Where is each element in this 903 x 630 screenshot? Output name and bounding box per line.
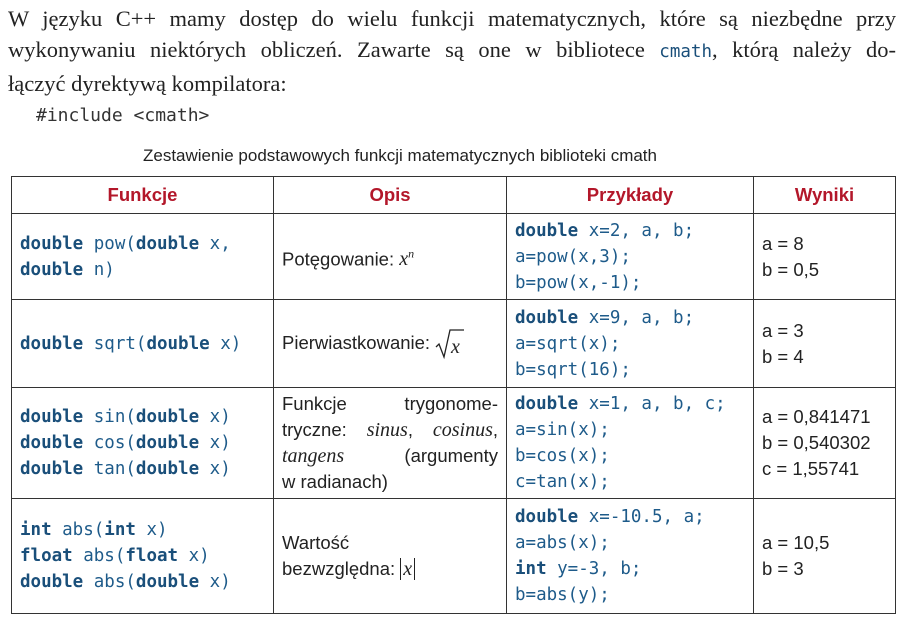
keyword: double (20, 233, 84, 254)
code-line (20, 517, 265, 543)
intro-line-2 (8, 34, 896, 68)
header-examples: Przykłady (507, 177, 754, 214)
code-line: b=pow(x,-1); (515, 272, 642, 293)
header-description: Opis (274, 177, 507, 214)
result-line: c = 1,55741 (762, 458, 860, 479)
term-cosinus: cosinus (432, 419, 493, 441)
keyword: double (20, 407, 84, 427)
code-line: b=cos(x); (515, 446, 610, 466)
result-line: a = 10,5 (762, 532, 830, 553)
math-functions-table (11, 176, 896, 614)
code-line (515, 305, 745, 331)
results (754, 499, 896, 614)
code-text: x=9, a, b; (578, 307, 695, 328)
code-text: x) (135, 520, 168, 540)
intro-paragraph (8, 3, 896, 99)
function-signature (12, 300, 274, 388)
description-text: , (407, 419, 433, 440)
code-text: sqrt( (83, 333, 147, 354)
intro-line-2-end: , którą należy do- (711, 37, 896, 62)
keyword: double (515, 307, 579, 328)
header-results: Wyniki (754, 177, 896, 214)
description-line (282, 556, 498, 582)
description-line (282, 417, 498, 443)
intro-inline-code: cmath (659, 42, 712, 62)
code-text: abs( (83, 572, 136, 592)
example-code (507, 388, 754, 499)
table-row-abs (12, 499, 896, 614)
function-description (274, 214, 507, 300)
code-text: sin( (83, 407, 136, 427)
description-line: Wartość (282, 532, 350, 553)
term-sinus: sinus (366, 419, 408, 441)
code-line (515, 556, 745, 582)
code-line: b=sqrt(16); (515, 359, 631, 380)
function-description (274, 388, 507, 499)
table-row-trig (12, 388, 896, 499)
code-line (20, 257, 265, 283)
table-caption: Zestawienie podstawowych funkcji matematycznych biblioteki cmath (142, 146, 657, 165)
code-text: x) (209, 333, 242, 354)
results (754, 214, 896, 300)
result-line: b = 3 (762, 558, 804, 579)
keyword: double (20, 572, 84, 592)
keyword: int (20, 520, 52, 540)
code-line: c=tan(x); (515, 472, 610, 492)
description-line (282, 443, 498, 469)
code-text: tan( (83, 459, 136, 479)
function-description (274, 300, 507, 388)
description-line: w radianach) (282, 471, 388, 492)
code-line (20, 404, 265, 430)
table-header-row (12, 177, 896, 214)
keyword: double (135, 433, 200, 453)
table-row-pow (12, 214, 896, 300)
square-root-formula (435, 328, 465, 360)
keyword: double (20, 333, 84, 354)
absolute-value-formula: x (400, 558, 415, 580)
example-code (507, 499, 754, 614)
function-signature (12, 214, 274, 300)
description-text: , (492, 419, 498, 440)
results (754, 388, 896, 499)
keyword: double (135, 459, 200, 479)
keyword: double (515, 507, 579, 527)
keyword: double (135, 407, 200, 427)
intro-line-3: łączyć dyrektywą kompilatora: (8, 71, 287, 96)
code-text: x) (199, 459, 231, 479)
code-text: abs( (51, 520, 105, 540)
function-description (274, 499, 507, 614)
code-line: a=sin(x); (515, 420, 610, 440)
keyword: int (104, 520, 136, 540)
results (754, 300, 896, 388)
code-text: x) (199, 572, 231, 592)
code-text: x=-10.5, a; (578, 507, 705, 527)
term-tangens: tangens (282, 445, 345, 467)
function-signature (12, 499, 274, 614)
code-line (515, 391, 745, 417)
description-line: Funkcje trygonome- (282, 393, 498, 414)
keyword: double (515, 394, 579, 414)
code-text: cos( (83, 433, 136, 453)
intro-line-2-start: wykonywaniu niektórych obliczeń. Zawarte są one w bibliotece (8, 37, 660, 62)
table-row-sqrt (12, 300, 896, 388)
code-line (515, 504, 745, 530)
code-text: pow( (83, 233, 136, 254)
description-text: bezwzględna: (282, 558, 401, 579)
code-line: a=sqrt(x); (515, 333, 621, 354)
result-line: a = 0,841471 (762, 406, 871, 427)
code-text: x=1, a, b, c; (578, 394, 726, 414)
include-directive: #include <cmath> (36, 105, 210, 126)
code-line (515, 218, 745, 244)
code-text: y=-3, b; (546, 559, 642, 579)
keyword: double (20, 433, 84, 453)
result-line: a = 8 (762, 232, 804, 254)
code-text: x) (199, 433, 231, 453)
result-line: a = 3 (762, 319, 804, 341)
code-line (20, 543, 265, 569)
keyword: float (125, 546, 179, 566)
description-text: tryczne: (282, 419, 367, 440)
code-line: a=abs(x); (515, 533, 610, 553)
code-text: n) (83, 259, 115, 280)
result-line: b = 0,540302 (762, 432, 871, 453)
power-exponent: n (408, 246, 415, 261)
code-line (20, 430, 265, 456)
code-text: x) (178, 546, 210, 566)
code-text: x, (199, 233, 231, 254)
radicand: x (451, 335, 461, 358)
description-text: Potęgowanie: (282, 248, 400, 270)
keyword: double (135, 233, 200, 254)
code-line (20, 331, 265, 357)
description-text: Pierwiastkowanie: (282, 331, 436, 353)
keyword: int (515, 559, 547, 579)
radical-sign-icon (435, 328, 465, 360)
code-text: x=2, a, b; (578, 220, 695, 241)
code-line: a=pow(x,3); (515, 246, 631, 267)
keyword: float (20, 546, 73, 566)
example-code (507, 300, 754, 388)
result-line: b = 4 (762, 345, 804, 367)
code-line (20, 231, 265, 257)
intro-line-1: W języku C++ mamy dostęp do wielu funkcji matematycznych, które są niezbędne przy (8, 6, 896, 31)
example-code (507, 214, 754, 300)
code-text: x) (199, 407, 231, 427)
keyword: double (135, 572, 200, 592)
power-base: x (399, 248, 409, 271)
keyword: double (515, 220, 579, 241)
code-text: abs( (72, 546, 126, 566)
code-line (20, 456, 265, 482)
result-line: b = 0,5 (762, 258, 820, 280)
code-line: b=abs(y); (515, 585, 610, 605)
header-functions: Funkcje (12, 177, 274, 214)
keyword: double (146, 333, 210, 354)
keyword: double (20, 259, 84, 280)
function-signature (12, 388, 274, 499)
code-line (20, 569, 265, 595)
power-formula (399, 248, 414, 270)
keyword: double (20, 459, 84, 479)
description-text: (argumenty (344, 445, 498, 466)
